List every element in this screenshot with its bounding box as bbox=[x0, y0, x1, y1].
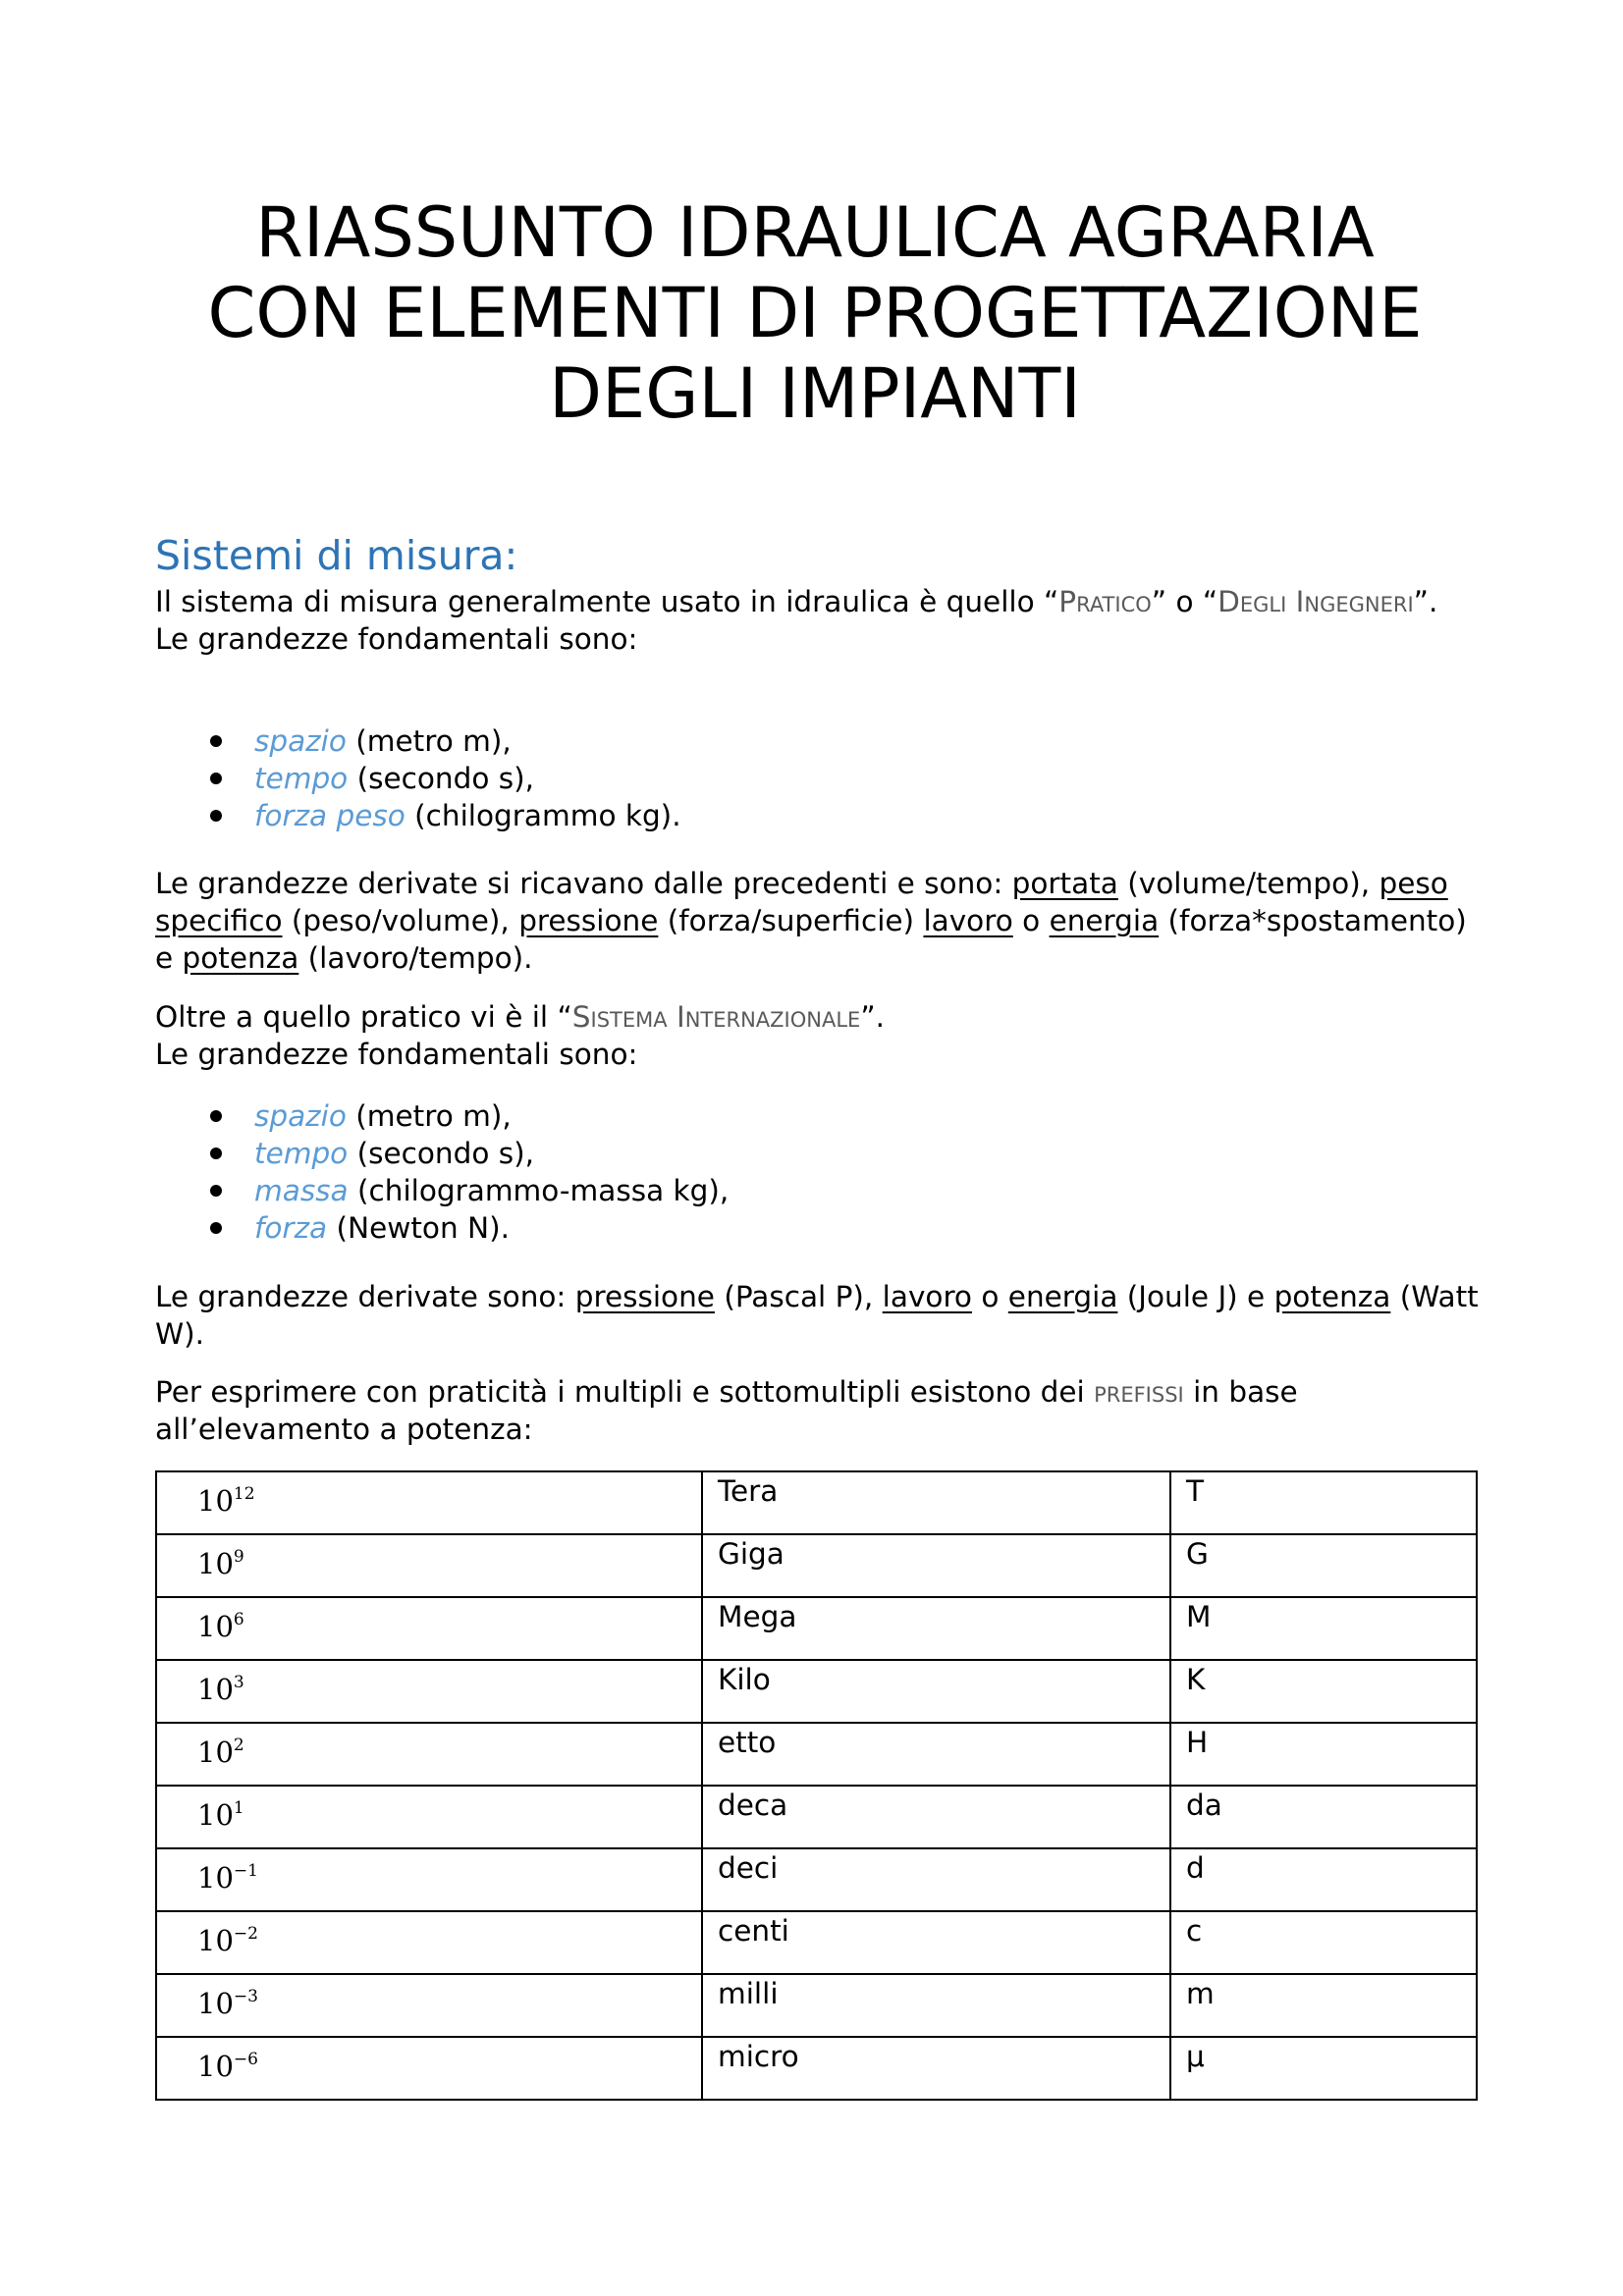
power-value: $10^{-6}$ bbox=[197, 2050, 258, 2083]
prefix-symbol-cell bbox=[1170, 1597, 1477, 1660]
prefix-symbol-cell bbox=[1170, 1911, 1477, 1974]
fundamentals-label: Le grandezze fondamentali sono: bbox=[155, 1038, 638, 1071]
prefix-symbol-cell bbox=[1170, 1723, 1477, 1786]
document-title bbox=[137, 192, 1492, 434]
term-sistema-internazionale: Sistema Internazionale bbox=[571, 1000, 861, 1034]
power-value: $10^2$ bbox=[197, 1735, 244, 1769]
prefix-symbol: H bbox=[1186, 1726, 1209, 1759]
fundamentals-label: Le grandezze fondamentali sono: bbox=[155, 622, 638, 656]
table-row bbox=[156, 1911, 1477, 1974]
power-exponent: −3 bbox=[233, 1987, 258, 2006]
prefix-symbol-cell bbox=[1170, 1660, 1477, 1723]
prefix-symbol: m bbox=[1186, 1977, 1215, 2010]
si-units-list-wrap bbox=[155, 1097, 1490, 1247]
prefix-name: etto bbox=[718, 1726, 777, 1759]
prefix-name: milli bbox=[718, 1977, 779, 2010]
power-value: $10^1$ bbox=[197, 1798, 244, 1832]
prefix-name-cell bbox=[702, 1974, 1170, 2037]
prefix-symbol: d bbox=[1186, 1851, 1205, 1885]
practical-units-list bbox=[155, 722, 1490, 834]
term-pratico: Pratico bbox=[1058, 585, 1152, 618]
power-value: $10^3$ bbox=[197, 1673, 244, 1706]
power-cell bbox=[156, 1848, 702, 1911]
term-prefissi: prefissi bbox=[1094, 1375, 1184, 1409]
intro-paragraph bbox=[155, 583, 1490, 658]
table-row bbox=[156, 1723, 1477, 1786]
power-exponent: 3 bbox=[233, 1673, 244, 1692]
title-line-1: RIASSUNTO IDRAULICA AGRARIA bbox=[255, 192, 1375, 273]
prefix-table bbox=[155, 1470, 1478, 2101]
power-value: $10^{-3}$ bbox=[197, 1987, 258, 2020]
power-exponent: 1 bbox=[233, 1798, 244, 1818]
prefix-name-cell bbox=[702, 1911, 1170, 1974]
list-item: tempo (secondo s), bbox=[155, 1135, 1490, 1172]
list-item: massa (chilogrammo-massa kg), bbox=[155, 1172, 1490, 1209]
table-row bbox=[156, 1974, 1477, 2037]
power-cell bbox=[156, 1974, 702, 2037]
title-line-2: CON ELEMENTI DI PROGETTAZIONE bbox=[207, 273, 1423, 353]
prefix-name: Tera bbox=[718, 1474, 779, 1508]
power-value: $10^6$ bbox=[197, 1610, 244, 1643]
prefix-name: centi bbox=[718, 1914, 789, 1948]
term-degli-ingegneri: Degli Ingegneri bbox=[1217, 585, 1414, 618]
table-row bbox=[156, 1534, 1477, 1597]
prefix-symbol: da bbox=[1186, 1789, 1222, 1822]
prefix-symbol: M bbox=[1186, 1600, 1212, 1633]
power-exponent: −6 bbox=[233, 2050, 258, 2069]
table-row bbox=[156, 1848, 1477, 1911]
prefix-name-cell bbox=[702, 1471, 1170, 1534]
prefix-name: deca bbox=[718, 1789, 788, 1822]
power-cell bbox=[156, 1597, 702, 1660]
prefix-name: Kilo bbox=[718, 1663, 771, 1696]
list-item: spazio (metro m), bbox=[155, 722, 1490, 760]
power-exponent: 12 bbox=[233, 1484, 255, 1504]
prefix-name-cell bbox=[702, 1534, 1170, 1597]
power-value: $10^{-2}$ bbox=[197, 1924, 258, 1957]
power-cell bbox=[156, 1723, 702, 1786]
table-row bbox=[156, 1786, 1477, 1848]
power-cell bbox=[156, 1911, 702, 1974]
power-exponent: 9 bbox=[233, 1547, 244, 1567]
list-item: spazio (metro m), bbox=[155, 1097, 1490, 1135]
prefix-symbol-cell bbox=[1170, 1534, 1477, 1597]
practical-units-list-wrap bbox=[155, 722, 1490, 834]
prefix-name-cell bbox=[702, 1723, 1170, 1786]
prefix-name-cell bbox=[702, 1660, 1170, 1723]
power-exponent: −1 bbox=[233, 1861, 258, 1881]
section-heading: Sistemi di misura: bbox=[155, 532, 518, 579]
prefix-symbol-cell bbox=[1170, 1848, 1477, 1911]
power-cell bbox=[156, 1786, 702, 1848]
prefix-symbol: μ bbox=[1186, 2040, 1205, 2073]
power-exponent: 6 bbox=[233, 1610, 244, 1629]
table-row bbox=[156, 1471, 1477, 1534]
prefix-symbol: T bbox=[1186, 1474, 1205, 1508]
prefix-symbol: K bbox=[1186, 1663, 1206, 1696]
power-cell bbox=[156, 2037, 702, 2100]
power-cell bbox=[156, 1534, 702, 1597]
power-cell bbox=[156, 1471, 702, 1534]
prefix-name: micro bbox=[718, 2040, 799, 2073]
table-row bbox=[156, 1597, 1477, 1660]
prefix-name-cell bbox=[702, 1597, 1170, 1660]
power-value: $10^{-1}$ bbox=[197, 1861, 258, 1895]
prefix-name-cell bbox=[702, 1786, 1170, 1848]
power-exponent: −2 bbox=[233, 1924, 258, 1944]
derived-practical-paragraph: Le grandezze derivate si ricavano dalle precedenti e sono: portata (volume/tempo), peso specifico (peso/volume), pressione (forza/superficie) lavoro o energia (forza*spostamento) e potenza (lavoro/tempo). bbox=[155, 867, 1467, 975]
power-value: $10^9$ bbox=[197, 1547, 244, 1580]
power-value: $10^{12}$ bbox=[197, 1484, 255, 1518]
derived-si-paragraph: Le grandezze derivate sono: pressione (Pascal P), lavoro o energia (Joule J) e potenza (Watt W). bbox=[155, 1280, 1479, 1351]
prefix-name-cell bbox=[702, 2037, 1170, 2100]
prefix-symbol-cell bbox=[1170, 2037, 1477, 2100]
prefix-symbol-cell bbox=[1170, 1471, 1477, 1534]
prefix-symbol: c bbox=[1186, 1914, 1203, 1948]
title-line-3: DEGLI IMPIANTI bbox=[549, 353, 1081, 434]
intro-sentence: Il sistema di misura generalmente usato in idraulica è quello “Pratico” o “Degli Ingegneri”. bbox=[155, 585, 1438, 618]
prefix-name: Giga bbox=[718, 1537, 784, 1571]
power-exponent: 2 bbox=[233, 1735, 244, 1755]
prefix-symbol: G bbox=[1186, 1537, 1209, 1571]
table-row bbox=[156, 1660, 1477, 1723]
prefix-symbol-cell bbox=[1170, 1786, 1477, 1848]
si-units-list bbox=[155, 1097, 1490, 1247]
prefix-name-cell bbox=[702, 1848, 1170, 1911]
prefix-name: deci bbox=[718, 1851, 779, 1885]
prefix-name: Mega bbox=[718, 1600, 797, 1633]
list-item: tempo (secondo s), bbox=[155, 760, 1490, 797]
si-intro-paragraph: Oltre a quello pratico vi è il “Sistema Internazionale”. Le grandezze fondamentali sono: bbox=[155, 998, 1490, 1073]
table-row bbox=[156, 2037, 1477, 2100]
list-item: forza (Newton N). bbox=[155, 1209, 1490, 1247]
power-cell bbox=[156, 1660, 702, 1723]
prefix-intro-paragraph: Per esprimere con praticità i multipli e sottomultipli esistono dei prefissi in base all’elevamento a potenza: bbox=[155, 1375, 1298, 1446]
prefix-symbol-cell bbox=[1170, 1974, 1477, 2037]
list-item: forza peso (chilogrammo kg). bbox=[155, 797, 1490, 834]
